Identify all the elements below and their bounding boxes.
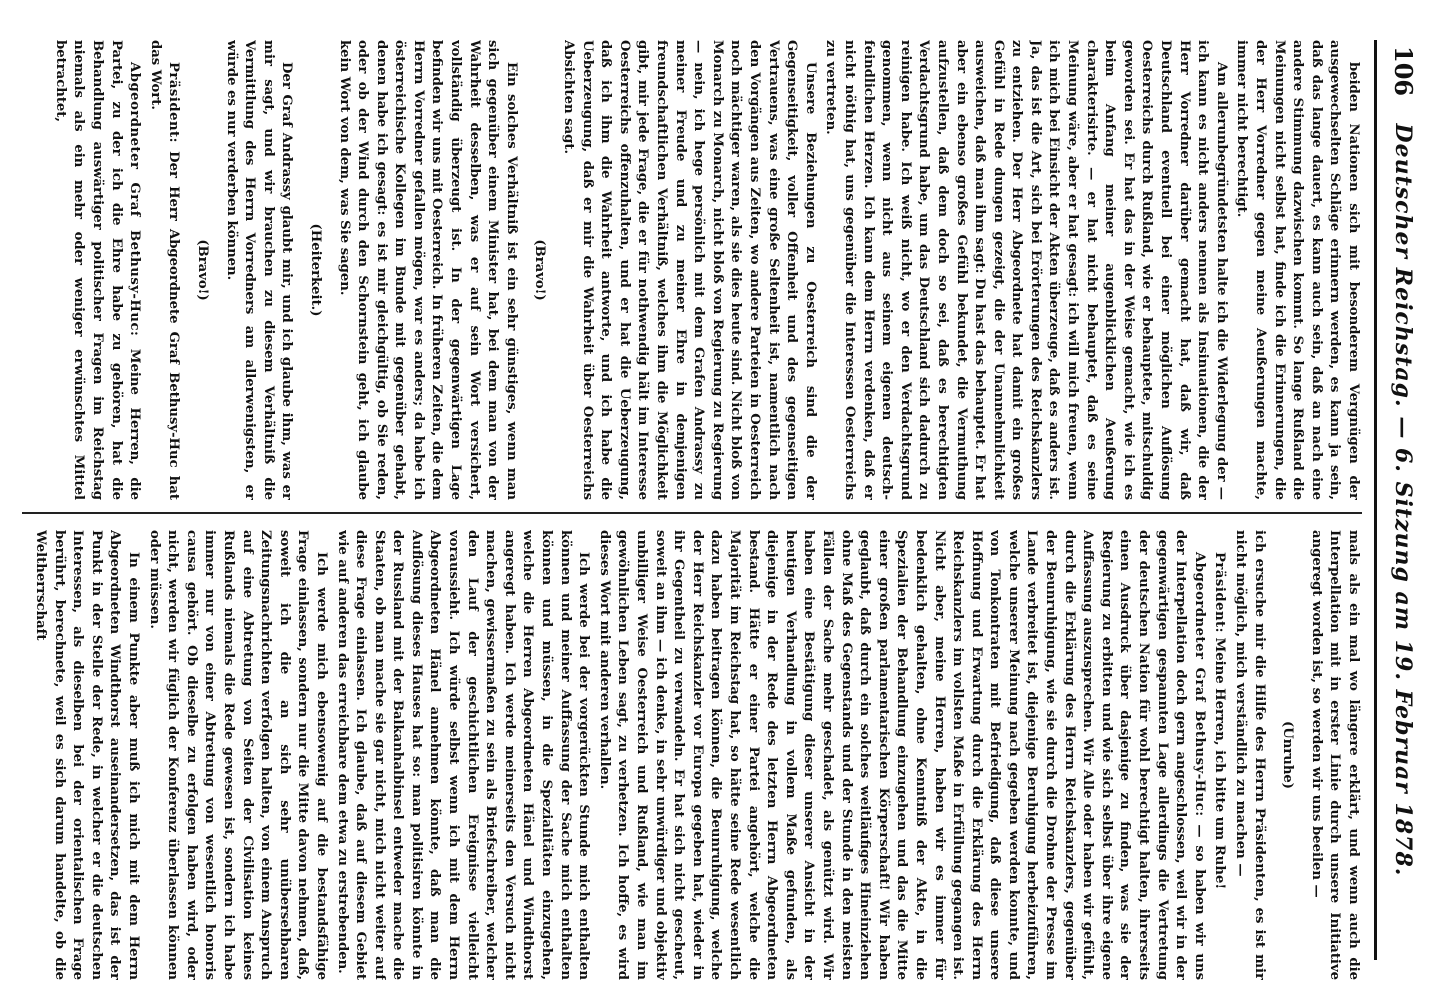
paragraph xyxy=(594,530,1208,980)
paragraph xyxy=(332,530,592,980)
paragraph-text: Ich werde mich ebensowenig auf die bestandsfähige Frage einlassen, sondern nur die Mitte davon nehmen, daß, soweit ich die an sich sehr unübersehbaren Zeitungsnachrichten verfolgen halten, von einem Anspruch auf eine Abtretung von Seiten der Civilisation keines Rußlands niemals die Rede gewesen ist, sondern ich habe immer nur von einer Abtretung von wesentlich honoris causa gehört. Ob dieselbe zu erfolgen haben wird, oder nicht, werden wir füglich der Konferenz überlassen können oder müssen. xyxy=(146,530,329,980)
page-number: 106 xyxy=(1389,46,1418,97)
paragraph-text: beiden Nationen sich mit besonderem Vergnügen der ausgewechselten Schläge erinnern werden, es kann ja sein, daß das lange dauert, es kann auch sein, daß an nach eine andere Stimmung dazwischen kommt. So lange Rußland die Meinungen nicht selbst hat, finde ich die Erinnerungen, die der Herr Vorredner gegen meine Aeußerungen machte, immer nicht berechtigt. xyxy=(1234,40,1361,500)
paragraph xyxy=(558,40,818,500)
paragraph xyxy=(334,40,520,500)
paragraph xyxy=(30,530,142,980)
paragraph-text: Meine Herren, ich bitte um Ruhe! xyxy=(1212,633,1228,890)
header-rule xyxy=(1374,40,1377,960)
right-column xyxy=(22,530,1362,980)
column-divider xyxy=(22,512,1362,514)
paragraph xyxy=(1230,530,1267,980)
paragraph xyxy=(821,40,1230,500)
interjection: (Heiterkeit.) xyxy=(307,223,323,317)
interjection: (Unruhe) xyxy=(1280,720,1296,790)
paragraph xyxy=(221,40,295,500)
paragraph-text: — so haben wir uns der Interpellation doch gern angeschlossen, weil wir in der gegenwärtigen gespannten Lage allerdings die Vertretung der deutschen Nation für wohl berechtigt halten, ihrerseits einen Ausdruck über dasjenige zu finden, was sie der Regierung zu erbitten und wie sich selbst über ihre eigene Auffassung auszusprechen. Wir Alle oder haben wir gefühlt, durch die Erklärung des Herrn Reichskanzlers, gegenüber der Beunruhigung, wie sie durch die Drohne der Presse im Lande verbreitet ist, diejenige Beruhigung herbeizuführen, welche unserer Meinung nach gegeben werden konnte, und von Tonkontraten mit Befriedigung, daß diese unsere Hoffnung und Erwartung durch die Erklärung des Herrn Reichskanzlers im vollsten Maße in Erfüllung gegangen ist. Nicht aber, meine Herren, haben wir es immer für bedenklich gehalten, ohne Kenntniß der Akte, in die Spezialien der Behandlung einzugehen und das die Mitte einer großen parlamentarischen Körperschaft! Wir haben geglaubt, daß durch ein solches weitläufiges Hineinziehen ohne Maß des Gegenstands und der Stunde in den meisten Fällen der Sache mehr geschadet, als genützt wird. Wir haben eine Bestätigung dieser unserer Ansicht in der heutigen Verhandlung in vollem Maße gefunden, als diejenige in der Rede des letzten Herrn Abgeordneten bestand. Hätte er einer Partei angehört, welche die Majorität im Reichstag hat, so hätte seine Rede wesentlich dazu haben beitragen können, die Beunruhigung, welche der Herr Reichskanzler vor Europa gegeben hat, wieder in ihr Gegentheil zu verwandeln. Er hat sich nicht gescheut, soweit an ihm — ich denke, in sehr unwürdiger und objektiv unbilliger Weise Oesterreich und Rußland, wie man im gewöhnlichen Leben sagt, zu verhetzen. Ich hoffe, es wird dieses Wort mit anderen verhallen. xyxy=(596,530,1207,980)
paragraph-text: Der Herr Abgeordnete Graf Bethusy-Huc hat das Wort. xyxy=(147,40,182,500)
paragraph xyxy=(50,40,143,500)
paragraph xyxy=(1210,530,1229,980)
paragraph xyxy=(144,530,330,980)
speaker-name: Präsident: xyxy=(166,62,182,144)
paragraph-text: In einem Punkte aber muß ich mich mit dem Herrn Abgeordneten Windthorst auseinandersetzen, das ist der Punkt in der Stelle der Rede, in welcher er die deutschen Interessen, als dieselben bei der orientalischen Frage berührt, berechnete, weil es sich darum handelte, ob die Weltherrschaft xyxy=(33,530,141,980)
paragraph-text: Unsere Beziehungen zu Oesterreich sind die der Gegenseitigkeit, voller Offenheit und des gegenseitigen Vertrauens, was eine große Seltenheit ist, namentlich nach den Vorgängen aus Zeiten, wo andere Parteien in Oesterreich noch mächtiger waren, als sie dies heute sind. Nicht bloß von Monarch zu Monarch, nicht bloß von Regierung zu Regierung — nein, ich hege persönlich mit dem Grafen Andrassy zu meiner Freude und zu meiner Ehre in demjenigen freundschaftlichen Verhältniß, welches ihm die Möglichkeit gibt, mir jede Frage, die er für nothwendig hält im Interesse Oesterreichs offenzuhalten, und er hat die Ueberzeugung, daß ich ihm die Wahrheit antworte, und ich habe die Ueberzeugung, daß er mir die Wahrheit über Oesterreichs Absichten sagt. xyxy=(561,40,818,500)
paragraph-text: Meine Herren, die Partei, zu der ich die Ehre habe zu gehören, hat die Behandlung auswärtiger politischer Fragen im Reichstag niemals als ein mehr oder weniger erwünschtes Mittel betrachtet, xyxy=(52,40,143,500)
paragraph-text: Ein solches Verhältniß ist ein sehr günstiges, wenn man sich gegenüber einem Minister hat, bei dem man von der Wahrheit desselben, was er auf sein Wort versichert, vollständig überzeugt ist. In der gegenwärtigen Lage befinden wir uns mit Oesterreich. In früheren Zeiten, die dem Herrn Vorredner gefallen mögen, war es anders; da habe ich österreichische Kollegen im Bunde mit gegenüber gehabt, denen habe ich gesagt: es ist mir gleichgültig, ob Sie reden, oder ob der Wind durch den Schornstein geht, ich glaube kein Wort von dem, was Sie sagen. xyxy=(336,40,519,500)
paragraph xyxy=(145,40,182,500)
paragraph xyxy=(1232,40,1362,500)
interjection: (Bravo!) xyxy=(194,239,210,301)
paragraph-text: Der Graf Andrassy glaubt mir, und ich glaube ihm, was er mir sagt, und wir brauchen zu diesem Verhältniß die Vermittlung des Herrn Vorredners am allerwenigsten, er würde es nur verderben können. xyxy=(223,40,295,500)
left-column xyxy=(22,40,1362,500)
paragraph-text: mals als ein mal wo längere erklärt, und wenn auch die Interpellation mit in erster Linie durch unsere Initiative angeregt worden ist, so werden wir uns beeilen — xyxy=(1308,530,1361,980)
page-header xyxy=(1374,40,1426,960)
speaker-name: Abgeordneter Graf Bethusy-Huc: xyxy=(1191,552,1207,817)
paragraph xyxy=(1306,530,1362,980)
speaker-name: Präsident: xyxy=(1212,552,1228,634)
interjection: (Bravo!) xyxy=(532,239,548,301)
running-title: Deutscher Reichstag. — 6. Sitzung am 19. Februar 1878. xyxy=(1390,123,1416,877)
paragraph-text: Ich werde bei der vorgerückten Stunde mich enthalten können und meiner Auffassung der Sache mich enthalten können und müssen, in die Spezialitäten einzugehen, welche die Herren Abgeordneten Hänel und Windthorst angeregt haben. Ich werde meinerseits den Versuch nicht machen, gewissermaßen zu sein als Briefschreiber, welcher den Lauf der geschichtlichen Ereignisse vielleicht voraussieht. Ich würde selbst wenn ich mit dem Herrn Abgeordneten Hänel annehmen könnte, daß man die Auflösung dieses Hauses hat so: man politisiren könnte in der Russland mit der Balkanhalbinsel entweder mache die Staaten, ob man mache sie gar nicht, mich nicht weiter auf diese Frage einlassen. Ich glaube, daß auf diesem Gebiet wie auf anderen das erreichbare dem etwa zu erstrebenden. xyxy=(334,530,592,980)
paragraph-text: ich ersuche mir die Hilfe des Herrn Präsidenten, es ist mir nicht möglich, mich verständlich zu machen — xyxy=(1233,530,1267,980)
paragraph-text: Am allerunbegründetsten halte ich die Widerlegung der — ich kann es nicht anders nennen als Insinuationen, die der Herr Vorredner darüber gemacht hat, daß wir, daß Deutschland eventuell bei einer möglichen Auflösung Oesterreichs durch Rußland, wie er behauptete, mitschuldig geworden sei. Er hat das in der Weise gemacht, wie ich es beim Anfang meiner augenblicklichen Aeußerung charakterisirte. — er hat nicht behauptet, daß es seine Meinung wäre, aber er hat gesagt: ich will mich freuen, wenn ich mich bei Einsicht der Akten überzeuge, daß es anders ist. Ja, das ist die Art, sich bei Erörterungen des Reichskanzlers zu entziehen. Der Herr Abgeordnete hat damit ein großes Gefühl in Rede dungen gezeigt, die der Unannehmlichkeit ausweichen, daß man ihm sagt: Du hast das behauptet. Er hat aber ein ebenso großes Gefühl bekundet, die Vermuthung aufzustellen, daß dem doch so sei, daß es berechtigten Verdachtsgrund habe, um das Deutschland sich dadurch zu reinigen habe. Ich weiß nicht, wo er den Verdachtsgrund genommen, wenn nicht aus seinem eigenen deutsch-feindlichen Herzen. Ich kann dem Herrn verdenken, daß er nicht nöthig hat, uns gegenüber die Interessen Oesterreichs zu vertreten. xyxy=(823,40,1229,500)
speaker-name: Abgeordneter Graf Bethusy-Huc: xyxy=(127,62,143,337)
